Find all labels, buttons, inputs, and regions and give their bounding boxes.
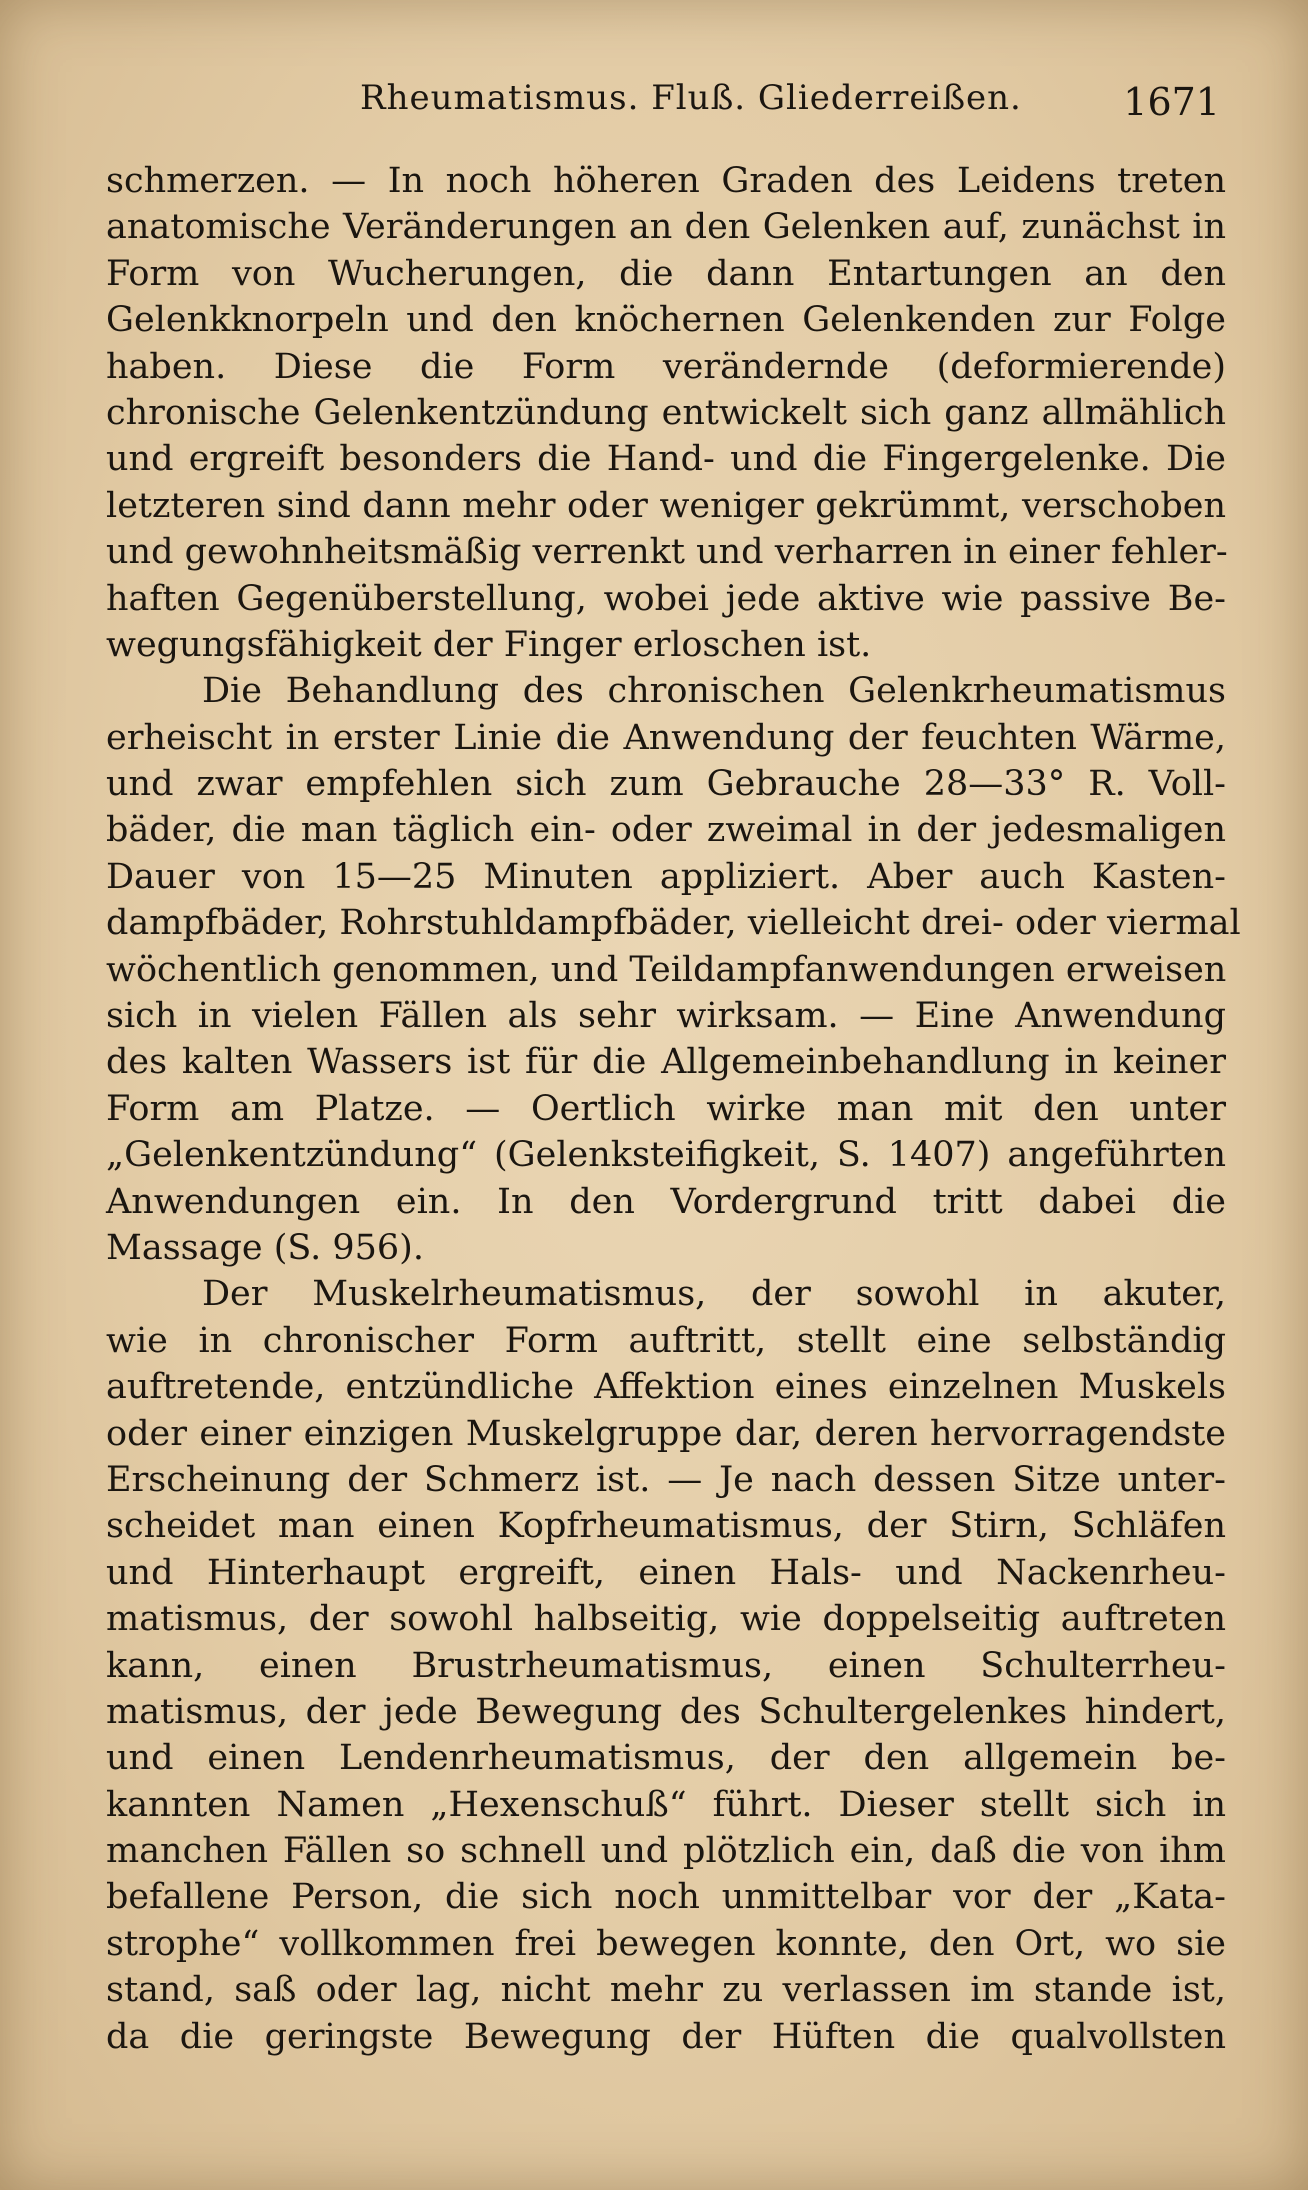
text-line: wegungsfähigkeit der Finger erloschen ist. — [106, 624, 872, 665]
text-line: bäder, die man täglich ein- oder zweimal in der jedesmaligen — [106, 810, 1226, 851]
text-line: schmerzen. — In noch höheren Graden des Leidens treten — [106, 161, 1226, 201]
text-line: matismus, der sowohl halbseitig, wie doppelseitig auftreten — [106, 1599, 1226, 1640]
text-line: Dauer von 15—25 Minuten appliziert. Aber auch Kasten- — [106, 856, 1226, 897]
text-line: auftretende, entzündliche Affektion eines einzelnen Muskels — [106, 1367, 1226, 1408]
text-line: „Gelenkentzündung“ (Gelenksteifigkeit, S. 1407) angeführten — [106, 1135, 1226, 1176]
text-line: Massage (S. 956). — [106, 1227, 424, 1268]
text-line: wöchentlich genommen, und Teildampfanwendungen erweisen — [106, 949, 1227, 990]
text-line: chronische Gelenkentzündung entwickelt sich ganz allmählich — [106, 392, 1226, 433]
text-line: dampfbäder, Rohrstuhldampfbäder, vielleicht drei- oder viermal — [106, 903, 1241, 944]
text-line: haben. Diese die Form verändernde (deformierende) — [106, 346, 1226, 387]
text-line: kannten Namen „Hexenschuß“ führt. Dieser stellt sich in — [106, 1784, 1226, 1825]
paragraph-start-line: Die Behandlung des chronischen Gelenkrheumatismus — [202, 671, 1226, 712]
text-line: des kalten Wassers ist für die Allgemeinbehandlung in keiner — [106, 1042, 1226, 1083]
text-line: und zwar empfehlen sich zum Gebrauche 28—33° R. Voll- — [106, 764, 1226, 805]
body-text — [106, 158, 1241, 2060]
text-line: befallene Person, die sich noch unmittelbar vor der „Kata- — [106, 1877, 1226, 1918]
text-line: manchen Fällen so schnell und plötzlich ein, daß die von ihm — [106, 1831, 1226, 1872]
text-line: da die geringste Bewegung der Hüften die qualvollsten — [106, 2016, 1226, 2057]
text-line: Anwendungen ein. In den Vordergrund tritt dabei die — [106, 1181, 1226, 1222]
text-line: kann, einen Brustrheumatismus, einen Schulterrheu- — [106, 1645, 1226, 1686]
text-line: oder einer einzigen Muskelgruppe dar, deren hervorragendste — [106, 1413, 1226, 1454]
text-line: und Hinterhaupt ergreift, einen Hals- und Nackenrheu- — [106, 1552, 1226, 1593]
text-line: Gelenkknorpeln und den knöchernen Gelenkenden zur Folge — [106, 300, 1226, 341]
text-line: sich in vielen Fällen als sehr wirksam. — Eine Anwendung — [106, 996, 1226, 1037]
text-line: Erscheinung der Schmerz ist. — Je nach dessen Sitze unter- — [106, 1459, 1226, 1500]
text-line: erheischt in erster Linie die Anwendung der feuchten Wärme, — [106, 717, 1226, 758]
text-line: Form am Platze. — Oertlich wirke man mit den unter — [106, 1088, 1226, 1129]
page-number: 1671 — [1123, 80, 1220, 124]
running-head: Rheumatismus. Fluß. Gliederreißen. — [360, 78, 1022, 118]
text-line: letzteren sind dann mehr oder weniger gekrümmt, verschoben — [106, 485, 1226, 526]
text-line: Form von Wucherungen, die dann Entartungen an den — [106, 253, 1226, 294]
paragraph-start-line: Der Muskelrheumatismus, der sowohl in akuter, — [202, 1274, 1226, 1315]
text-line: matismus, der jede Bewegung des Schultergelenkes hindert, — [106, 1691, 1226, 1732]
text-line: und ergreift besonders die Hand- und die Fingergelenke. Die — [106, 439, 1226, 480]
text-line: stand, saß oder lag, nicht mehr zu verlassen im stande ist, — [106, 1970, 1226, 2011]
text-line: und gewohnheitsmäßig verrenkt und verharren in einer fehler- — [106, 532, 1228, 573]
text-line: scheidet man einen Kopfrheumatismus, der Stirn, Schläfen — [106, 1506, 1226, 1547]
text-line: haften Gegenüberstellung, wobei jede aktive wie passive Be- — [106, 578, 1226, 619]
text-line: strophe“ vollkommen frei bewegen konnte, den Ort, wo sie — [106, 1923, 1226, 1964]
text-line: anatomische Veränderungen an den Gelenken auf, zunächst in — [106, 207, 1226, 248]
text-line: und einen Lendenrheumatismus, der den allgemein be- — [106, 1738, 1226, 1779]
text-line: wie in chronischer Form auftritt, stellt eine selbständig — [106, 1320, 1226, 1361]
